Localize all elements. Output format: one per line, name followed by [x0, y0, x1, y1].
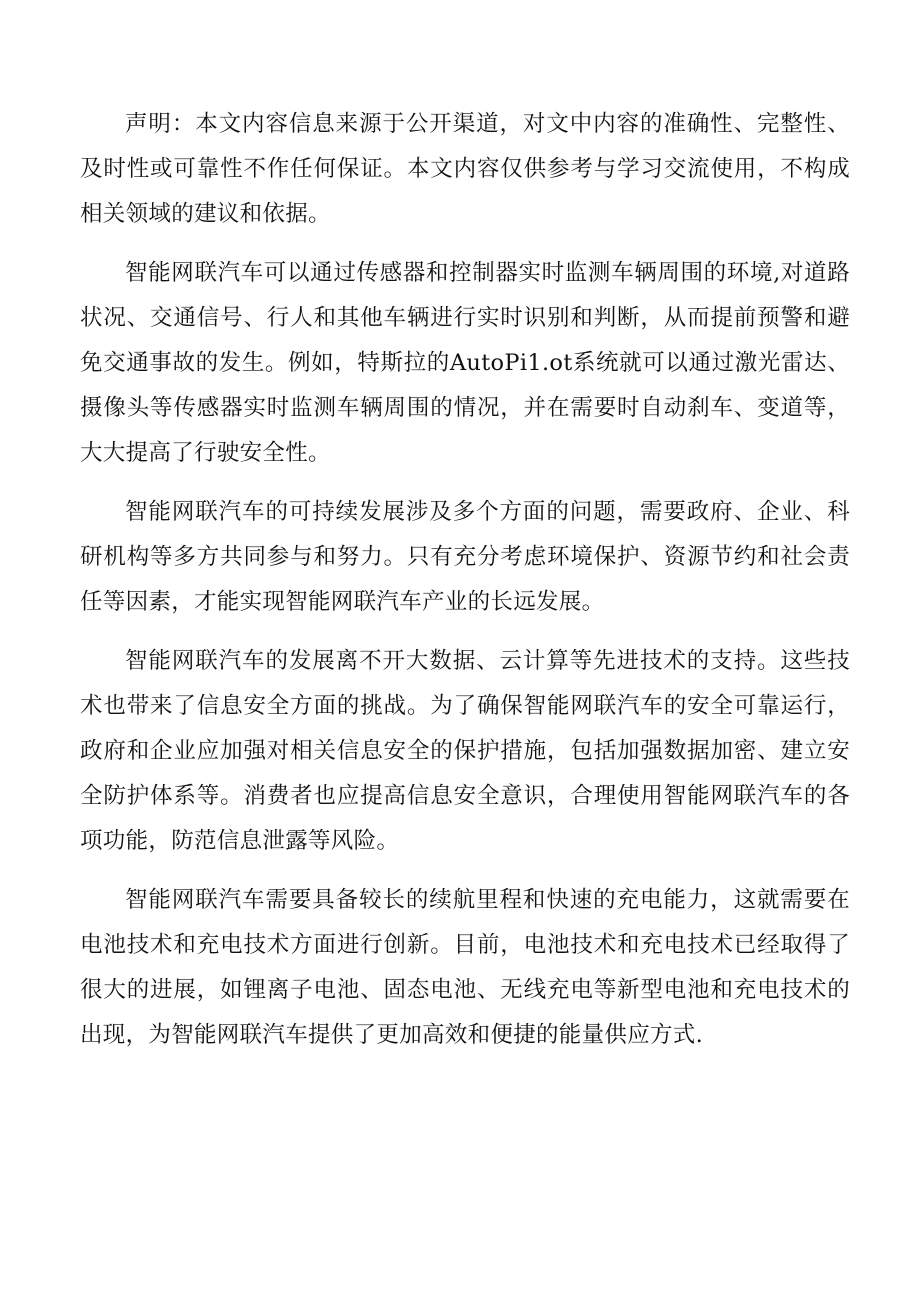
body-paragraph: 智能网联汽车的可持续发展涉及多个方面的问题，需要政府、企业、科研机构等多方共同参与和努力。只有充分考虑环境保护、资源节约和社会责任等因素，才能实现智能网联汽车产业的长远发展。: [80, 499, 850, 615]
body-paragraph: 智能网联汽车需要具备较长的续航里程和快速的充电能力，这就需要在电池技术和充电技术方面进行创新。目前，电池技术和充电技术已经取得了很大的进展，如锂离子电池、固态电池、无线充电等新型电池和充电技术的出现，为智能网联汽车提供了更加高效和便捷的能量供应方式.: [80, 887, 850, 1048]
document-body: [80, 102, 850, 1072]
disclaimer-paragraph: 声明：本文内容信息来源于公开渠道，对文中内容的准确性、完整性、及时性或可靠性不作任何保证。本文内容仅供参考与学习交流使用，不构成相关领域的建议和依据。: [80, 111, 850, 227]
body-paragraph: 智能网联汽车可以通过传感器和控制器实时监测车辆周围的环境,对道路状况、交通信号、行人和其他车辆进行实时识别和判断，从而提前预警和避免交通事故的发生。例如，特斯拉的AutoPi1.ot系统就可以通过激光雷达、摄像头等传感器实时监测车辆周围的情况，并在需要时自动刹车、变道等，大大提高了行驶安全性。: [80, 260, 850, 466]
body-paragraph: 智能网联汽车的发展离不开大数据、云计算等先进技术的支持。这些技术也带来了信息安全方面的挑战。为了确保智能网联汽车的安全可靠运行，政府和企业应加强对相关信息安全的保护措施，包括加强数据加密、建立安全防护体系等。消费者也应提高信息安全意识，合理使用智能网联汽车的各项功能，防范信息泄露等风险。: [80, 648, 850, 854]
